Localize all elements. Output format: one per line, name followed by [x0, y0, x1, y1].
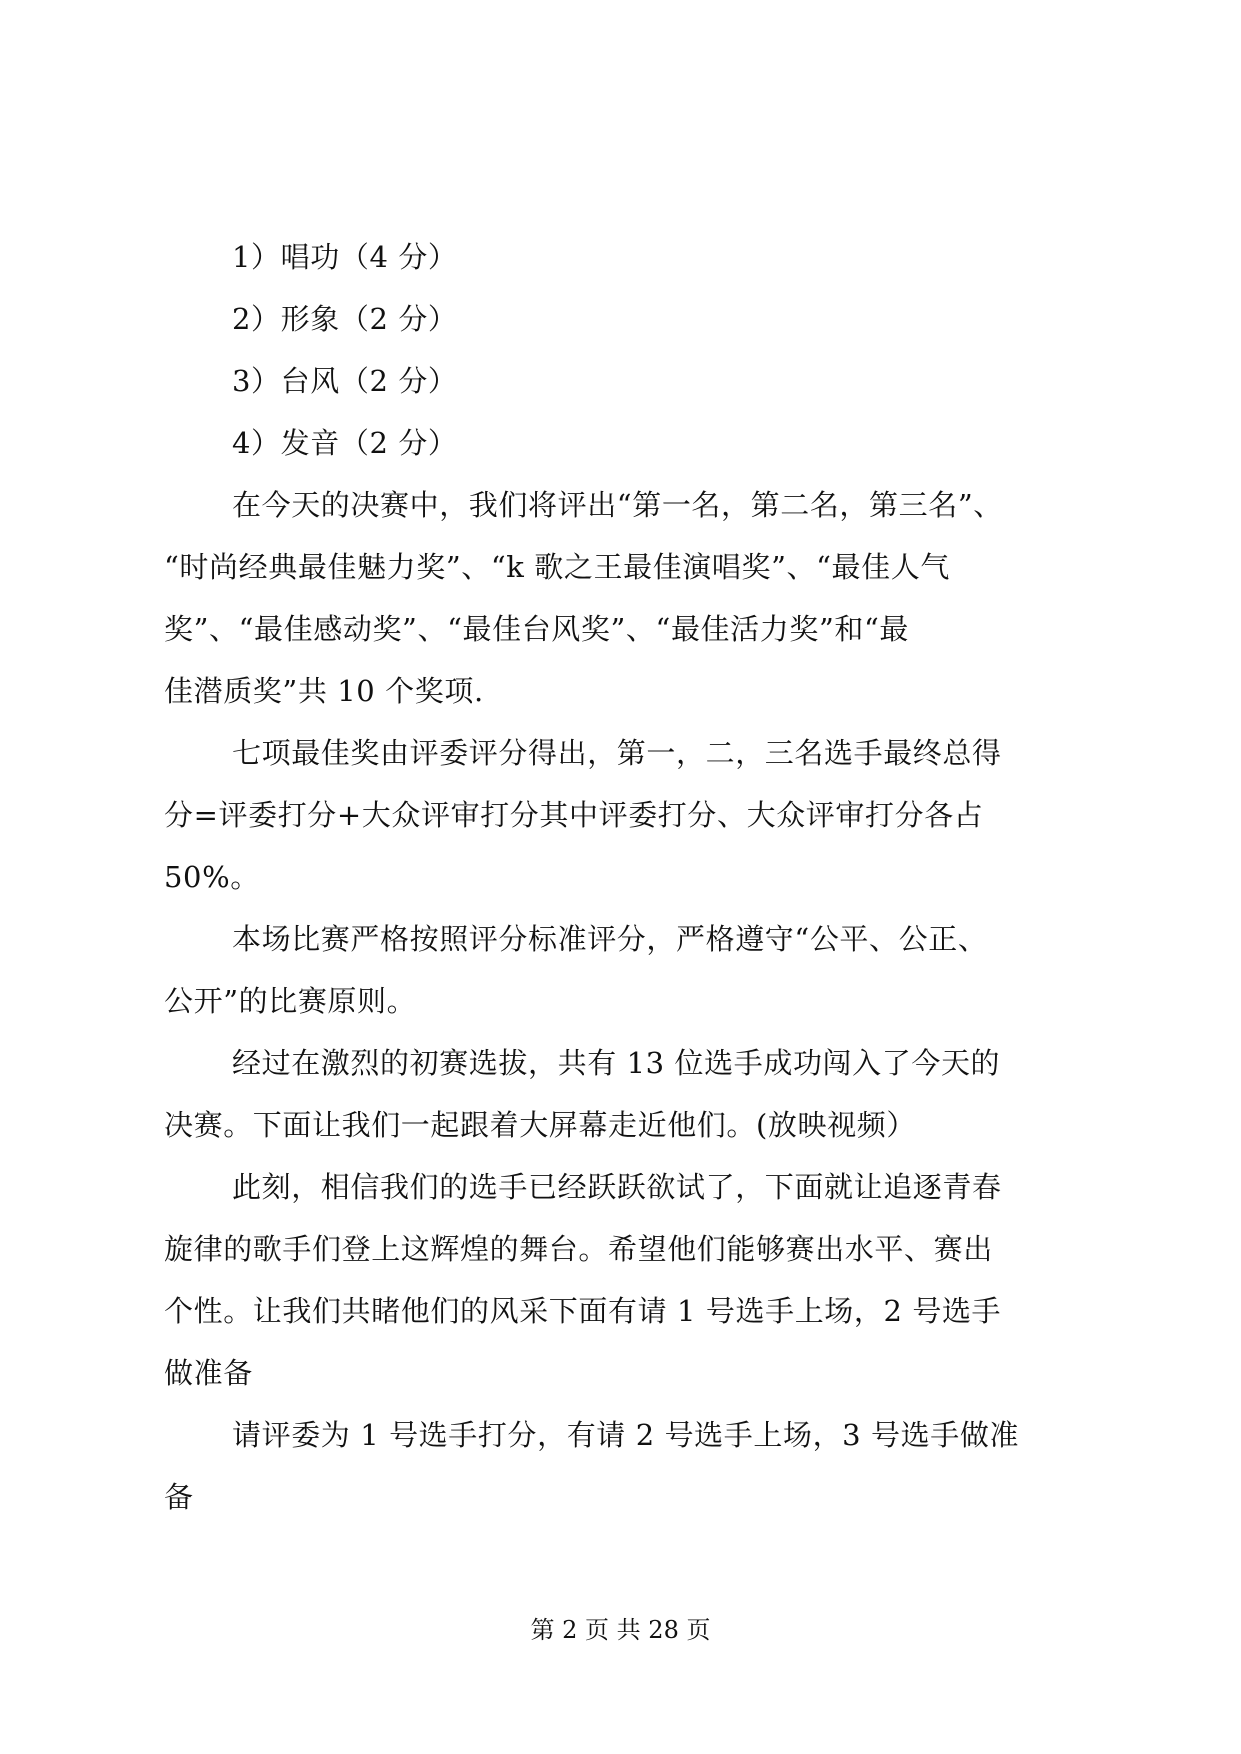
paragraph-principles-line-1: 本场比赛严格按照评分标准评分，严格遵守“公平、公正、	[232, 922, 988, 956]
paragraph-principles-line-2: 公开”的比赛原则。	[164, 984, 417, 1018]
paragraph-judges-line-2: 备	[164, 1480, 194, 1514]
scoring-item-pronunciation: 4）发音（2 分）	[232, 426, 458, 460]
paragraph-awards-line-4: 佳潜质奖”共 10 个奖项.	[164, 674, 484, 708]
paragraph-score-rule-line-1: 七项最佳奖由评委评分得出，第一，二，三名选手最终总得	[232, 736, 1002, 770]
paragraph-score-rule-line-2: 分=评委打分+大众评审打分其中评委打分、大众评审打分各占	[164, 798, 984, 832]
paragraph-score-rule-line-3: 50%。	[164, 860, 260, 894]
paragraph-finalists-line-1: 经过在激烈的初赛选拔，共有 13 位选手成功闯入了今天的	[232, 1046, 1001, 1080]
paragraph-awards-line-3: 奖”、“最佳感动奖”、“最佳台风奖”、“最佳活力奖”和“最	[164, 612, 910, 646]
paragraph-awards-line-1: 在今天的决赛中，我们将评出“第一名，第二名，第三名”、	[232, 488, 1003, 522]
paragraph-opening-line-3: 个性。让我们共睹他们的风采下面有请 1 号选手上场，2 号选手	[164, 1294, 1002, 1328]
paragraph-opening-line-2: 旋律的歌手们登上这辉煌的舞台。希望他们能够赛出水平、赛出	[164, 1232, 993, 1266]
scoring-item-singing: 1）唱功（4 分）	[232, 240, 458, 274]
paragraph-opening-line-1: 此刻，相信我们的选手已经跃跃欲试了，下面就让追逐青春	[232, 1170, 1002, 1204]
scoring-item-image: 2）形象（2 分）	[232, 302, 458, 336]
paragraph-opening-line-4: 做准备	[164, 1356, 253, 1390]
page-number-footer: 第 2 页 共 28 页	[530, 1616, 711, 1644]
scoring-item-stage-presence: 3）台风（2 分）	[232, 364, 458, 398]
document-body	[164, 226, 1084, 1528]
paragraph-awards-line-2: “时尚经典最佳魅力奖”、“k 歌之王最佳演唱奖”、“最佳人气	[164, 550, 950, 584]
paragraph-finalists-line-2: 决赛。下面让我们一起跟着大屏幕走近他们。(放映视频）	[164, 1108, 916, 1142]
paragraph-judges-line-1: 请评委为 1 号选手打分，有请 2 号选手上场，3 号选手做准	[232, 1418, 1020, 1452]
